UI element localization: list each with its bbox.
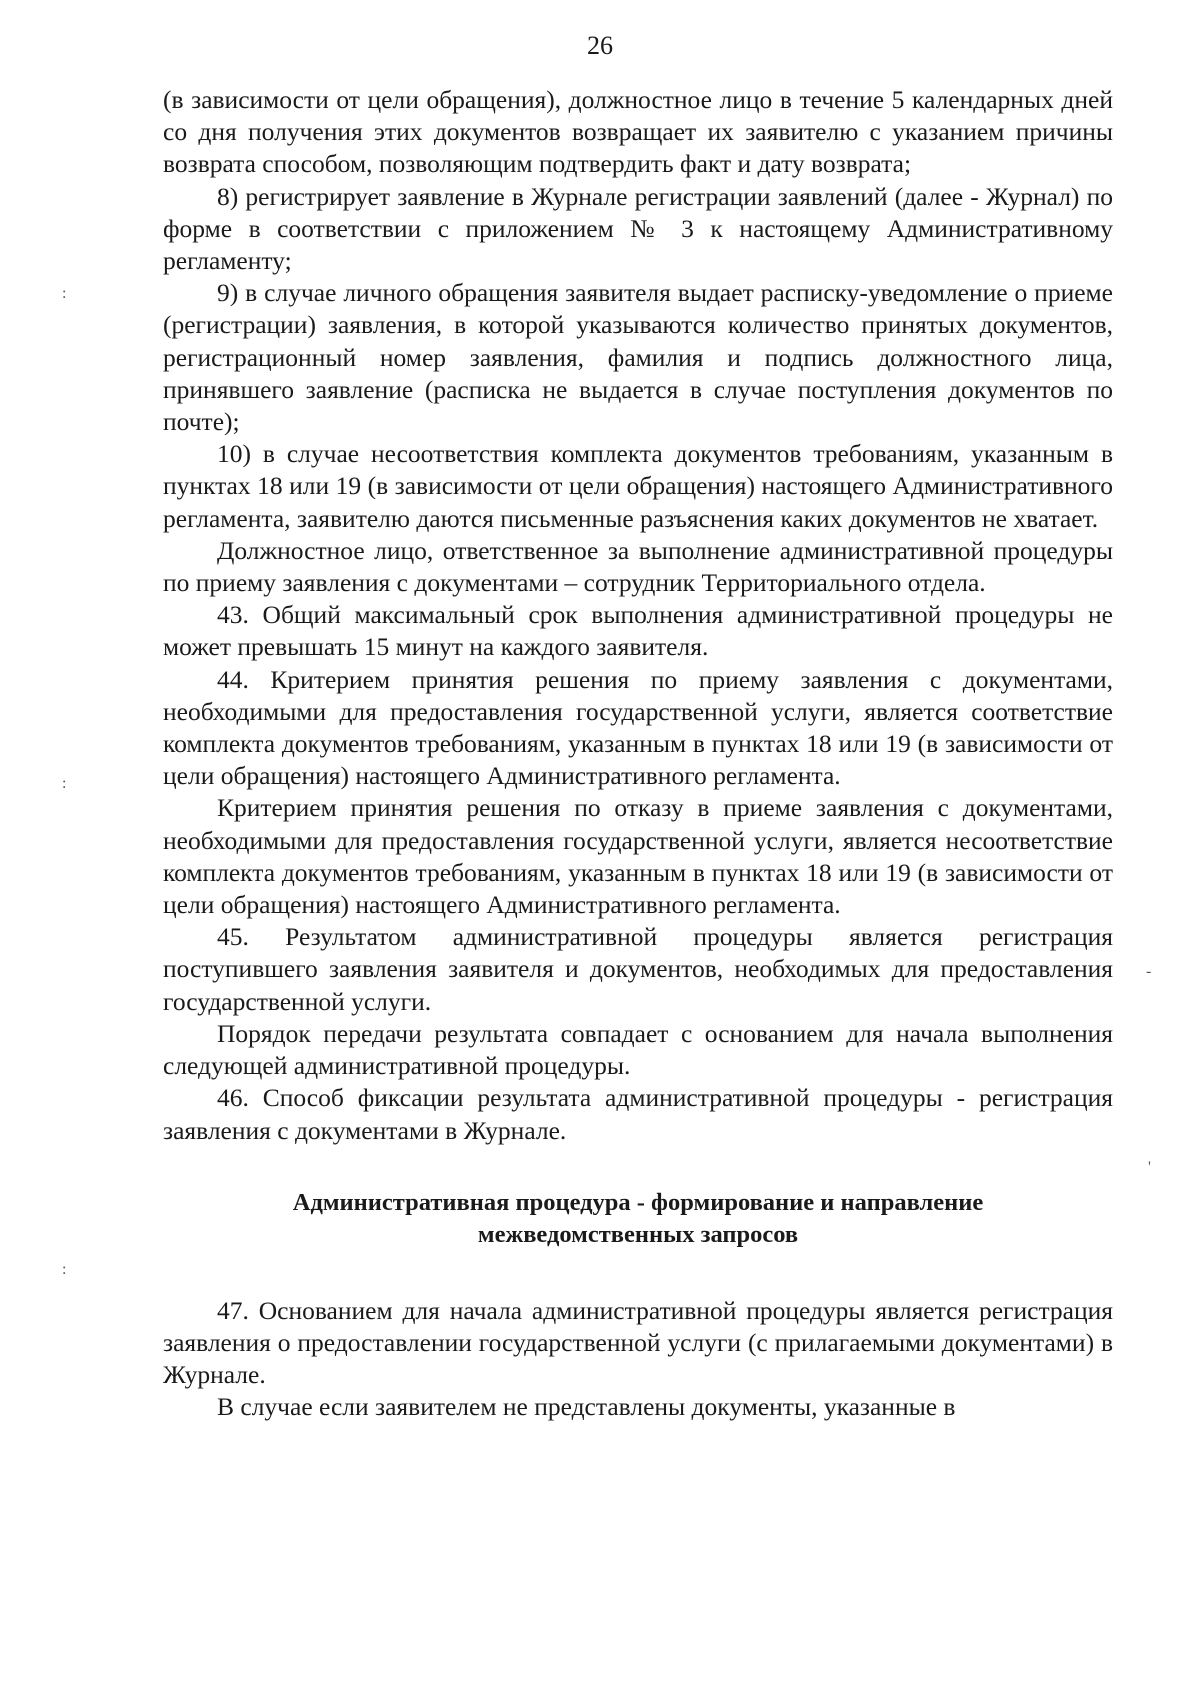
paragraph: 9) в случае личного обращения заявителя выдает расписку-уведомление о приеме (регистрации) заявления, в которой указываются количество принятых документов, регистрационный номер заявления, фамилия и подпись должностного лица, принявшего заявление (расписка не выдается в случае поступления документов по почте); [163,278,1113,437]
paragraph: 8) регистрирует заявление в Журнале регистрации заявлений (далее - Журнал) по форме в соответствии с приложением № 3 к настоящему Административному регламенту; [163,181,1113,276]
section-heading [163,1187,1113,1251]
scan-mark: - [1146,963,1152,980]
scan-mark: : [62,285,67,302]
paragraph: (в зависимости от цели обращения), должностное лицо в течение 5 календарных дней со дня получения этих документов возвращает их заявителю с указанием причины возврата способом, позволяющим подтвердить факт и дату возврата; [163,85,1113,179]
paragraph: 44. Критерием принятия решения по приему заявления с документами, необходимыми для предоставления государственной услуги, является соответствие комплекта документов требованиям, указанным в пунктах 18 или 19 (в зависимости от цели обращения) настоящего Административного регламента. [163,664,1113,791]
paragraph: В случае если заявителем не представлены документы, указанные в [217,1392,956,1422]
paragraph: Критерием принятия решения по отказу в приеме заявления с документами, необходимыми для предоставления государственной услуги, является несоответствие комплекта документов требованиям, указанным в пунктах 18 или 19 (в зависимости от цели обращения) настоящего Административного регламента. [163,793,1113,920]
scan-mark: : [62,775,67,792]
scan-mark: ' [1148,1159,1151,1176]
paragraph: 47. Основанием для начала административной процедуры является регистрация заявления о предоставлении государственной услуги (с прилагаемыми документами) в Журнале. [163,1295,1113,1390]
section-heading-line: межведомственных запросов [477,1220,799,1248]
paragraph: 45. Результатом административной процедуры является регистрация поступившего заявления заявителя и документов, необходимых для предоставления государственной услуги. [163,922,1113,1016]
section-heading-line: Административная процедура - формирование и направление [292,1188,984,1216]
paragraph: Порядок передачи результата совпадает с основанием для начала выполнения следующей административной процедуры. [163,1018,1113,1081]
paragraph: 10) в случае несоответствия комплекта документов требованиям, указанным в пунктах 18 или 19 (в зависимости от цели обращения) настоящего Административного регламента, заявителю даются письменные разъяснения каких документов не хватает. [163,439,1113,533]
page-number: 26 [587,31,613,60]
paragraph: Должностное лицо, ответственное за выполнение административной процедуры по приему заявления с документами – сотрудник Территориального отдела. [163,535,1113,598]
document-body [163,84,1113,1424]
scan-mark: : [62,1261,67,1278]
paragraph: 43. Общий максимальный срок выполнения административной процедуры не может превышать 15 минут на каждого заявителя. [163,600,1113,662]
paragraph: 46. Способ фиксации результата административной процедуры - регистрация заявления с документами в Журнале. [163,1083,1113,1145]
